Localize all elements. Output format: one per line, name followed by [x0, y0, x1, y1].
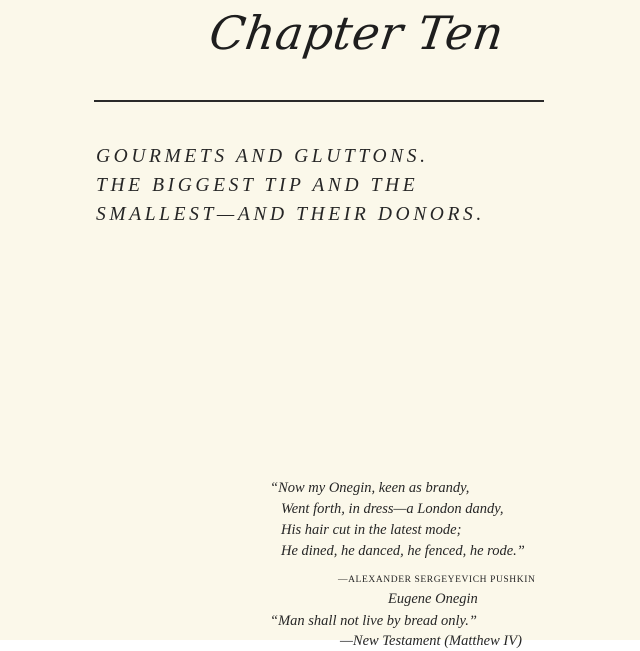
- verse-line: He dined, he danced, he fenced, he rode.”: [281, 543, 525, 559]
- chapter-divider: [94, 100, 544, 102]
- scripture-quote: “Man shall not live by bread only.”: [270, 613, 477, 629]
- synopsis-line: SMALLEST—AND THEIR DONORS.: [96, 204, 485, 225]
- epigraph-attribution: —ALEXANDER SERGEYEVICH PUSHKIN: [338, 575, 536, 585]
- verse-line: “Now my Onegin, keen as brandy,: [270, 480, 470, 496]
- synopsis-line: GOURMETS AND GLUTTONS.: [96, 146, 429, 167]
- chapter-synopsis: [96, 142, 616, 229]
- chapter-title: Chapter Ten: [206, 6, 508, 60]
- verse-line: Went forth, in dress—a London dandy,: [281, 501, 504, 517]
- epigraph-work-title: Eugene Onegin: [388, 591, 478, 607]
- synopsis-line: THE BIGGEST TIP AND THE: [96, 175, 419, 196]
- verse-line: His hair cut in the latest mode;: [281, 522, 462, 538]
- epigraph: [270, 478, 610, 651]
- scripture-source: —New Testament (Matthew IV): [340, 633, 522, 649]
